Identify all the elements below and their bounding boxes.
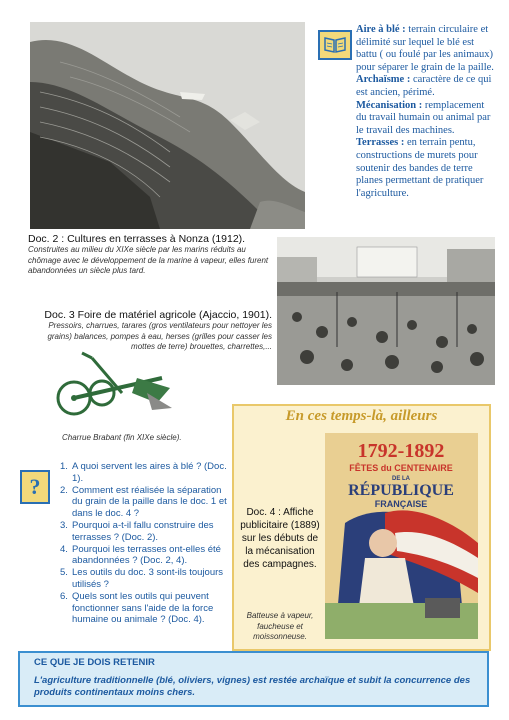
glossary-entry [356, 74, 494, 99]
poster-line2: DE LA [392, 476, 410, 482]
elsewhere-box [232, 404, 491, 651]
glossary-definition: terrain circulaire et délimité sur lequel le blé est battu ( ou foulé par les animaux) pour séparer le grain de la paille. [356, 24, 494, 73]
doc4-caption: Doc. 4 : Affiche publicitaire (1889) sur les débuts de la mécanisation des campagnes. [240, 507, 320, 570]
glossary-term: Aire à blé : [356, 24, 406, 35]
doc2-text: Construites au milieu du XIXe siècle par les marins réduits au chômage avec le développement de la marine à vapeur, elles furent abandonnées un siècle plus tard. [28, 245, 269, 275]
book-icon [318, 30, 352, 60]
question-number: 6. [60, 590, 68, 602]
question-text: Comment est réalisée la séparation du grain de la paille dans le doc. 1 et dans le doc. 4 ? [72, 484, 227, 520]
question-item [60, 567, 230, 591]
question-number: 2. [60, 484, 68, 496]
summary-title: CE QUE JE DOIS RETENIR [34, 657, 155, 668]
question-number: 3. [60, 519, 68, 531]
glossary-term: Mécanisation : [356, 99, 423, 111]
doc3-title: Doc. 3 Foire de matériel agricole (Ajaccio, 1901). [44, 309, 272, 321]
poster-line3: RÉPUBLIQUE [348, 482, 454, 499]
glossary-definition: caractère de ce qui est ancien, périmé. [356, 74, 492, 98]
poster-line4: FRANÇAISE [374, 499, 428, 509]
question-text: Quels sont les outils qui peuvent fonctionner sans l'aide de la force humaine ou animale ? (Doc. 4). [72, 590, 214, 626]
glossary-entry [356, 137, 494, 200]
poster-line1: FÊTES du CENTENAIRE [349, 463, 453, 473]
question-text: Les outils du doc. 3 sont-ils toujours utilisés ? [72, 567, 224, 590]
elsewhere-title: En ces temps-là, ailleurs [285, 408, 438, 424]
doc2-title: Doc. 2 : Cultures en terrasses à Nonza (1912). [28, 233, 246, 245]
glossary [356, 24, 494, 200]
glossary-definition: en terrain pentu, constructions de murets pour soutenir des bandes de terre planes permettant de pratiquer l'agriculture. [356, 137, 484, 199]
glossary-entry [356, 100, 494, 138]
glossary-definition: remplacement du travail humain ou animal par le travail des machines. [356, 99, 491, 136]
glossary-term: Terrasses : [356, 137, 405, 149]
question-item [60, 591, 230, 626]
question-item [60, 520, 230, 544]
plough-caption: Charrue Brabant (fin XIXe siècle). [62, 433, 182, 442]
question-icon: ? [20, 470, 50, 504]
doc2-caption [28, 233, 273, 277]
question-item [60, 461, 230, 485]
question-text: Pourquoi a-t-il fallu construire des terrasses ? (Doc. 2). [72, 519, 214, 543]
question-item [60, 485, 230, 520]
questions-list [60, 461, 230, 626]
glossary-entry [356, 24, 494, 74]
question-number: 5. [60, 567, 68, 579]
question-item [60, 544, 230, 568]
plough-illustration [52, 348, 177, 424]
question-text: A quoi servent les aires à blé ? (Doc. 1). [72, 461, 227, 484]
centenary-poster [325, 433, 478, 639]
glossary-term: Archaïsme : [356, 74, 411, 86]
doc3-text: Pressoirs, charrues, tarares (gros ventilateurs pour nettoyer les grains) balances, pompes à eau, herses (grilles pour casser les mottes de terre) brouettes, charrettes,... [47, 321, 272, 351]
poster-years: 1792-1892 [357, 440, 445, 462]
question-text: Pourquoi les terrasses ont-elles été abandonnées ? (Doc. 2, 4). [72, 543, 221, 567]
question-number: 1. [60, 461, 68, 472]
photo-terraces-nonza [30, 22, 305, 229]
summary-text: L'agriculture traditionnelle (blé, oliviers, vignes) est restée archaïque et subit la concurrence des produits continentaux moins chers. [34, 675, 471, 698]
question-number: 4. [60, 543, 68, 555]
doc3-caption [40, 309, 272, 353]
photo-agricultural-fair [277, 237, 495, 385]
poster-caption: Batteuse à vapeur, faucheuse et moissonneuse. [246, 611, 314, 641]
summary-box [18, 651, 489, 707]
